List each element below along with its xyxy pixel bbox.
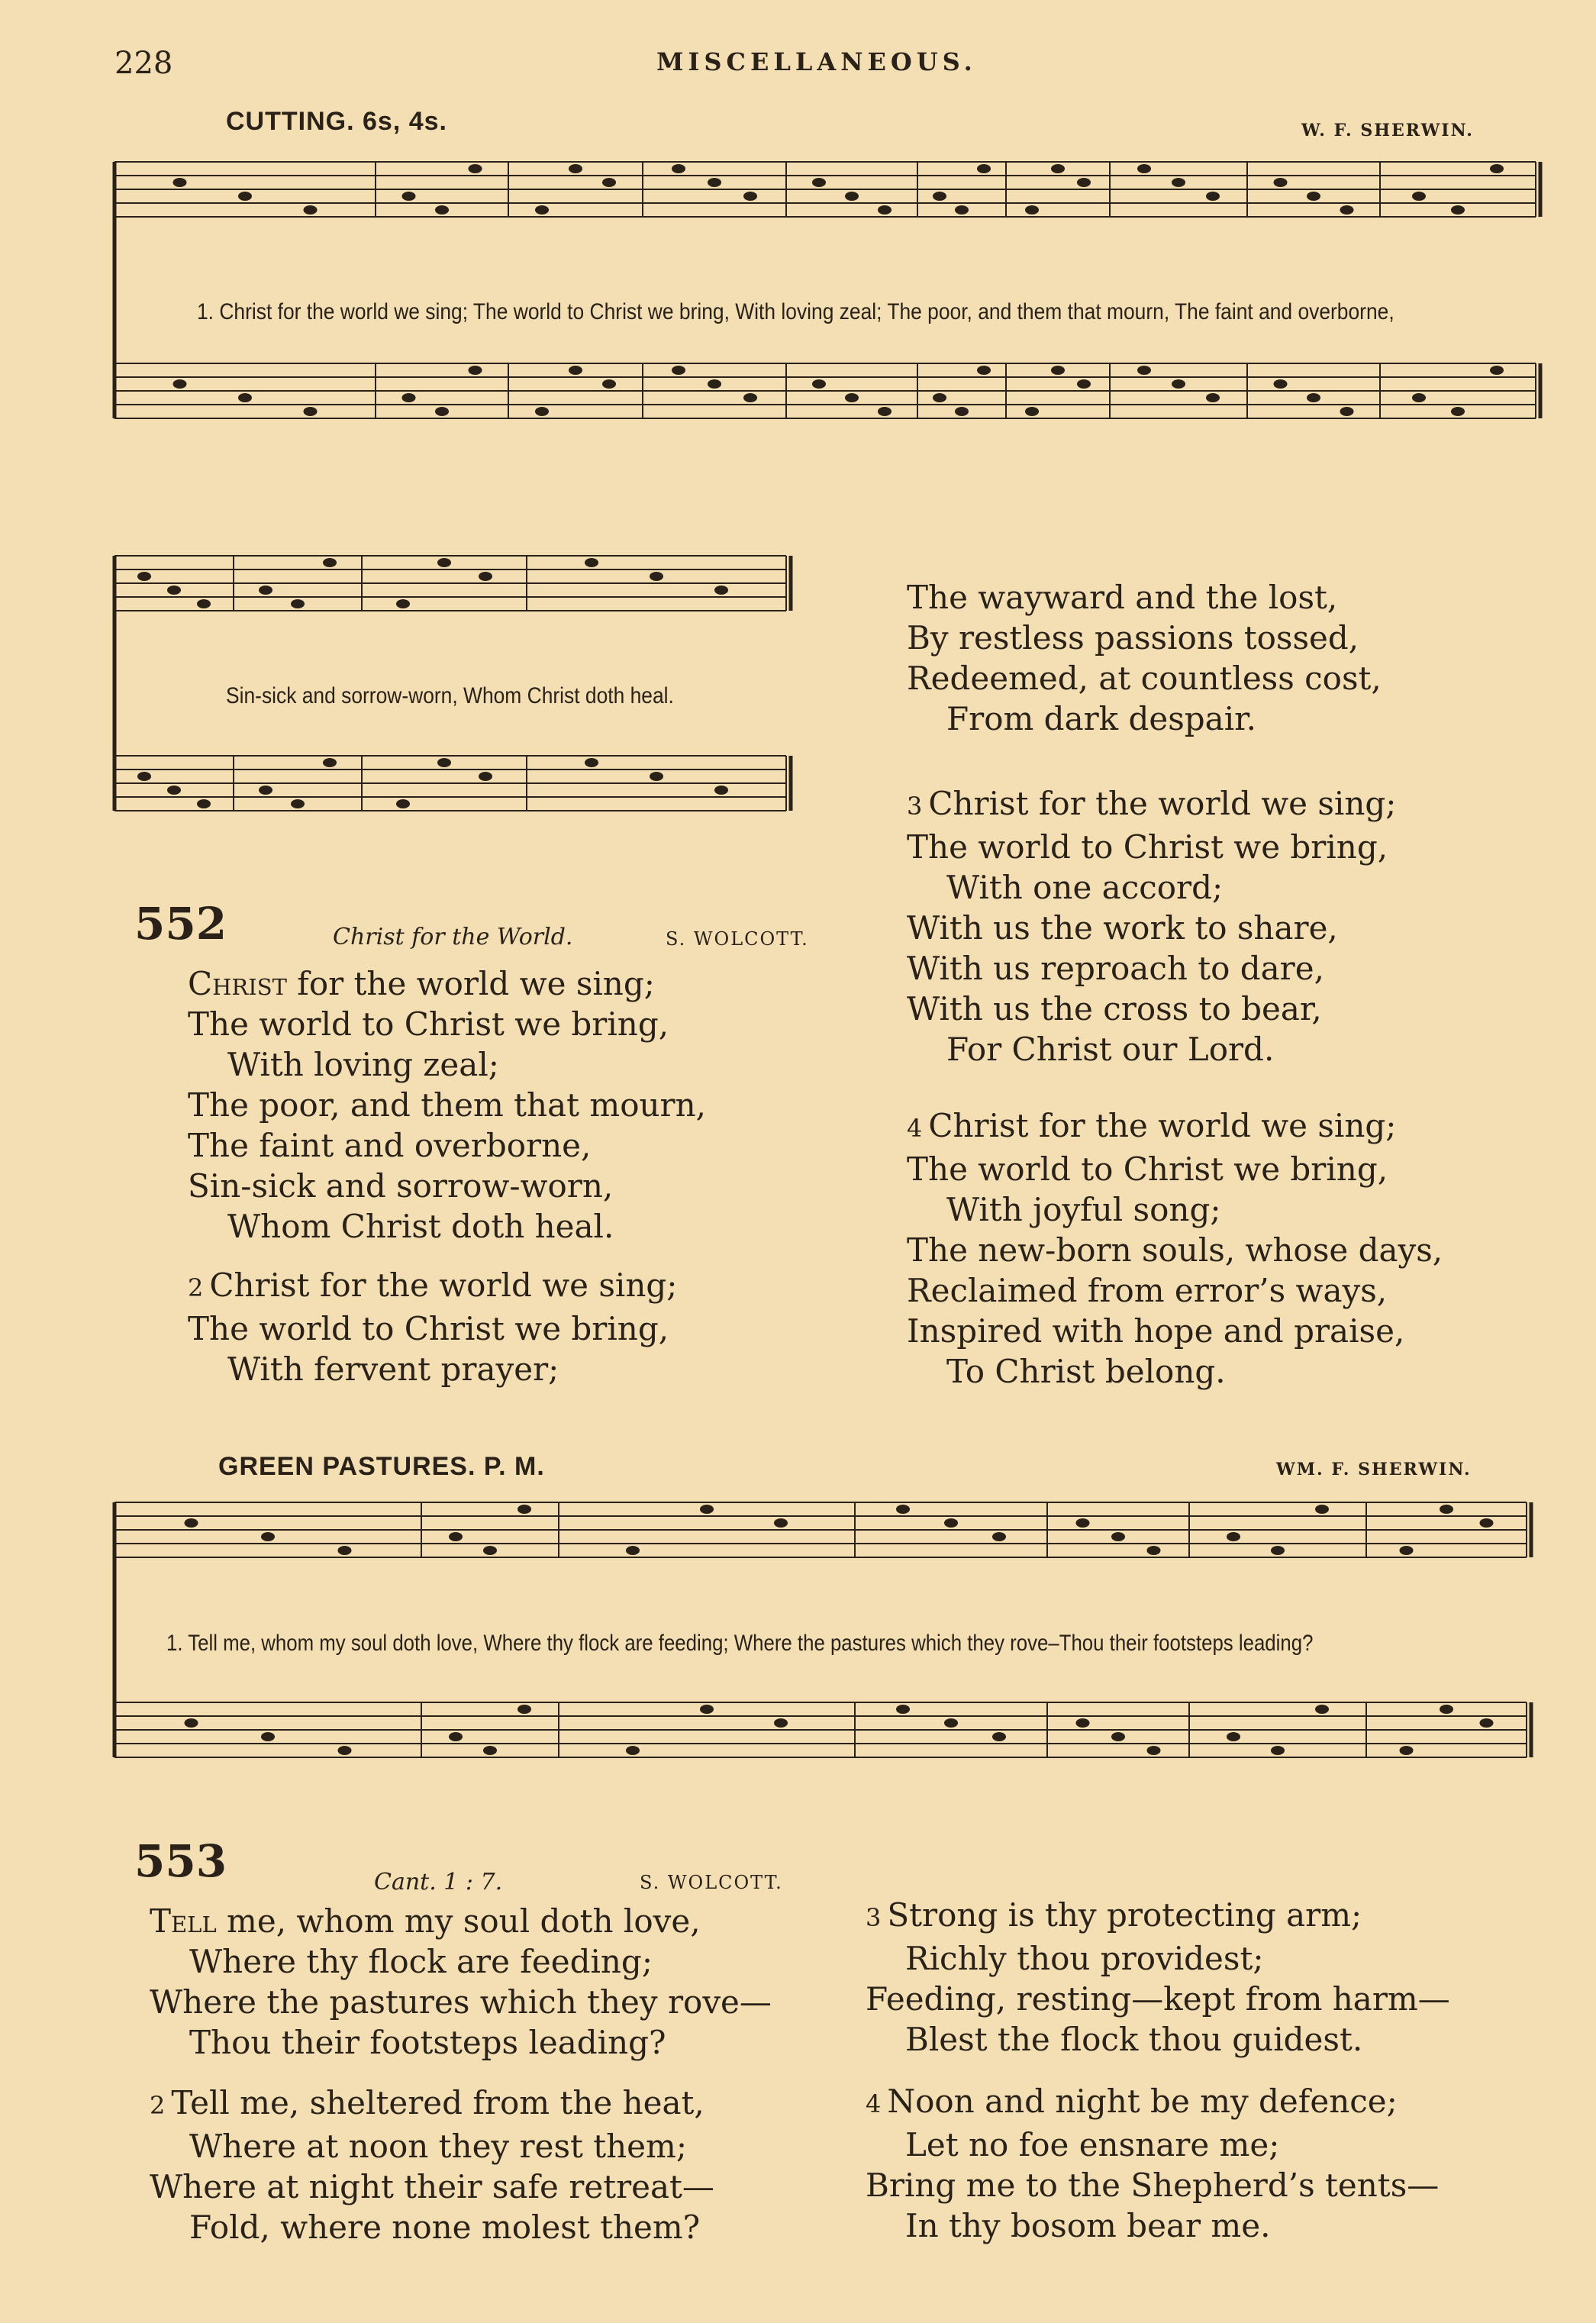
stanza-line: Feeding, resting—kept from harm— <box>866 1980 1450 2018</box>
note-head <box>437 558 451 567</box>
stanza-line <box>188 963 706 1004</box>
tune-composer: W. F. SHERWIN. <box>1301 121 1474 140</box>
note-head <box>1315 1505 1329 1514</box>
note-head <box>1451 205 1465 215</box>
tune-lyric-line: 1. Tell me, whom my soul doth love, Where thy flock are feeding; Where the pastures which they rove–Thou their footsteps leading? <box>166 1631 1314 1656</box>
note-head <box>435 205 449 215</box>
note-head <box>323 758 337 767</box>
stanza-line: With us reproach to dare, <box>907 950 1324 987</box>
stanza <box>188 963 706 1247</box>
stanza-line: 2 Tell me, sheltered from the heat, <box>150 2084 704 2121</box>
note-head <box>569 366 582 375</box>
note-head <box>535 205 549 215</box>
note-head <box>1307 393 1320 402</box>
note-head <box>483 1746 497 1755</box>
stanza-number: 3 <box>907 792 923 821</box>
note-head <box>449 1732 463 1741</box>
note-head <box>708 178 721 187</box>
tune-title: CUTTING. 6s, 4s. <box>226 107 447 136</box>
stanza-first-word: Christ <box>188 965 287 1002</box>
note-head <box>1076 1518 1090 1528</box>
note-head <box>1490 366 1504 375</box>
note-head <box>896 1705 910 1714</box>
hymn-number: 553 <box>134 1835 227 1887</box>
note-head <box>1440 1705 1453 1714</box>
note-head <box>626 1746 640 1755</box>
note-head <box>955 407 969 416</box>
note-head <box>396 799 410 808</box>
note-head <box>1172 379 1185 389</box>
note-head <box>1111 1532 1125 1541</box>
stanza-line: Whom Christ doth heal. <box>227 1208 614 1245</box>
note-head <box>955 205 969 215</box>
note-head <box>185 1518 198 1528</box>
note-head <box>483 1546 497 1555</box>
note-head <box>933 393 946 402</box>
stanza-line: The poor, and them that mourn, <box>188 1086 707 1124</box>
note-head <box>992 1532 1006 1541</box>
note-head <box>167 786 181 795</box>
stanza-line: Redeemed, at countless cost, <box>907 660 1382 697</box>
stanza-line: With us the work to share, <box>907 909 1338 947</box>
note-head <box>1077 379 1091 389</box>
note-head <box>672 164 685 173</box>
note-head <box>1274 379 1288 389</box>
note-head <box>977 366 991 375</box>
stanza <box>188 1265 677 1389</box>
note-head <box>173 379 187 389</box>
stanza-number: 3 <box>866 1903 882 1932</box>
stanza-line: The world to Christ we bring, <box>907 828 1388 866</box>
stanza-line-rest: for the world we sing; <box>286 965 655 1002</box>
note-head <box>878 407 892 416</box>
note-head <box>812 379 826 389</box>
stanza-first-word: Tell <box>150 1902 217 1940</box>
note-head <box>517 1705 531 1714</box>
note-head <box>1490 164 1504 173</box>
note-head <box>291 599 305 608</box>
hymn-title: Christ for the World. <box>333 924 573 950</box>
note-head <box>1206 192 1220 201</box>
stanza-line: Thou their footsteps leading? <box>189 2024 666 2061</box>
stanza-line: For Christ our Lord. <box>946 1031 1275 1068</box>
stanza-line: Inspired with hope and praise, <box>907 1312 1405 1350</box>
note-head <box>878 205 892 215</box>
note-head <box>845 192 859 201</box>
stanza-line: Where at night their safe retreat— <box>150 2168 714 2205</box>
hymn-number: 552 <box>134 898 227 950</box>
note-head <box>402 192 416 201</box>
tune-lyric-line: Sin-sick and sorrow-worn, Whom Christ doth heal. <box>226 683 674 708</box>
note-head <box>338 1746 352 1755</box>
note-head <box>992 1732 1006 1741</box>
note-head <box>944 1518 958 1528</box>
tune-lyric-line: 1. Christ for the world we sing; The world to Christ we bring, With loving zeal; The poor, and them that mourn, The faint and overborne, <box>197 299 1394 324</box>
note-head <box>304 205 318 215</box>
stanza-line: Tell me, whom my soul doth love, <box>150 1902 701 1940</box>
hymn-author: S. WOLCOTT. <box>640 1872 783 1893</box>
stanza-line: Sin-sick and sorrow-worn, <box>188 1167 614 1205</box>
running-header: MISCELLANEOUS. <box>656 47 977 76</box>
note-head <box>1172 178 1185 187</box>
note-head <box>323 558 337 567</box>
note-head <box>1076 1718 1090 1728</box>
stanza-number: 2 <box>150 2091 166 2120</box>
note-head <box>896 1505 910 1514</box>
note-head <box>261 1732 275 1741</box>
note-head <box>1025 205 1039 215</box>
note-head <box>479 572 492 581</box>
note-head <box>714 586 728 595</box>
stanza-line: Reclaimed from error’s ways, <box>907 1272 1388 1309</box>
note-head <box>1147 1546 1161 1555</box>
stanza-line: The world to Christ we bring, <box>907 1150 1388 1188</box>
note-head <box>743 393 757 402</box>
tune-title: GREEN PASTURES. P. M. <box>218 1452 545 1481</box>
stanza-line: With loving zeal; <box>227 1046 499 1083</box>
note-head <box>1400 1546 1414 1555</box>
note-head <box>1025 407 1039 416</box>
note-head <box>1412 192 1426 201</box>
note-head <box>1271 1546 1285 1555</box>
note-head <box>1480 1718 1494 1728</box>
note-head <box>517 1505 531 1514</box>
stanza-line: With fervent prayer; <box>227 1350 559 1388</box>
note-head <box>396 599 410 608</box>
note-head <box>977 164 991 173</box>
note-head <box>1137 366 1151 375</box>
stanza-line: 2 Christ for the world we sing; <box>188 1266 678 1304</box>
stanza-line: With us the cross to bear, <box>907 990 1322 1028</box>
note-head <box>437 758 451 767</box>
stanza-number: 4 <box>866 2089 882 2118</box>
tune-composer: WM. F. SHERWIN. <box>1276 1460 1472 1479</box>
note-head <box>304 407 318 416</box>
stanza-line: 4 Christ for the world we sing; <box>907 1107 1397 1144</box>
stanza <box>866 2081 1439 2246</box>
note-head <box>1451 407 1465 416</box>
stanza <box>907 577 1382 739</box>
note-head <box>812 178 826 187</box>
note-head <box>585 758 598 767</box>
stanza-line: Richly thou providest; <box>905 1940 1264 1977</box>
note-head <box>1051 366 1065 375</box>
note-head <box>449 1532 463 1541</box>
stanza-line: 3 Christ for the world we sing; <box>907 785 1397 822</box>
stanza-line: The world to Christ we bring, <box>188 1310 669 1347</box>
note-head <box>714 786 728 795</box>
note-head <box>602 379 616 389</box>
stanza-line: The wayward and the lost, <box>907 579 1338 616</box>
note-head <box>259 786 272 795</box>
note-head <box>1227 1732 1240 1741</box>
note-head <box>700 1505 714 1514</box>
note-head <box>845 393 859 402</box>
note-head <box>1051 164 1065 173</box>
note-head <box>1271 1746 1285 1755</box>
note-head <box>602 178 616 187</box>
stanza-line: With one accord; <box>946 869 1224 906</box>
note-head <box>933 192 946 201</box>
note-head <box>1412 393 1426 402</box>
stanza-number: 4 <box>907 1114 923 1143</box>
note-head <box>469 164 482 173</box>
stanza <box>907 1105 1443 1392</box>
stanza-line: The new-born souls, whose days, <box>907 1231 1443 1269</box>
stanza-line: With joyful song; <box>946 1191 1221 1228</box>
note-head <box>1440 1505 1453 1514</box>
stanza-line: 3 Strong is thy protecting arm; <box>866 1896 1362 1934</box>
stanza-line: Let no foe ensnare me; <box>905 2126 1280 2163</box>
note-head <box>1340 407 1354 416</box>
note-head <box>569 164 582 173</box>
note-head <box>535 407 549 416</box>
page-number: 228 <box>114 46 173 81</box>
note-head <box>479 772 492 781</box>
note-head <box>708 379 721 389</box>
note-head <box>185 1718 198 1728</box>
stanza-line: Where the pastures which they rove— <box>150 1983 772 2021</box>
note-head <box>238 192 252 201</box>
stanza <box>866 1895 1450 2060</box>
note-head <box>1206 393 1220 402</box>
note-head <box>197 599 211 608</box>
hymn-title: Cant. 1 : 7. <box>374 1869 503 1896</box>
note-head <box>1315 1705 1329 1714</box>
stanza <box>150 2083 714 2247</box>
stanza-line: Where thy flock are feeding; <box>189 1943 653 1980</box>
note-head <box>1400 1746 1414 1755</box>
note-head <box>1340 205 1354 215</box>
note-head <box>238 393 252 402</box>
stanza-line: The world to Christ we bring, <box>188 1005 669 1043</box>
note-head <box>167 586 181 595</box>
stanza <box>907 783 1396 1070</box>
note-head <box>197 799 211 808</box>
note-head <box>173 178 187 187</box>
note-head <box>672 366 685 375</box>
note-head <box>1077 178 1091 187</box>
note-head <box>1227 1532 1240 1541</box>
stanza-line: Bring me to the Shepherd’s tents— <box>866 2167 1440 2204</box>
note-head <box>700 1705 714 1714</box>
note-head <box>944 1718 958 1728</box>
note-head <box>774 1518 788 1528</box>
note-head <box>261 1532 275 1541</box>
note-head <box>650 772 663 781</box>
stanza-line: To Christ belong. <box>946 1353 1226 1390</box>
note-head <box>338 1546 352 1555</box>
note-head <box>774 1718 788 1728</box>
note-head <box>1147 1746 1161 1755</box>
stanza-line: By restless passions tossed, <box>907 619 1359 657</box>
note-head <box>435 407 449 416</box>
note-head <box>1480 1518 1494 1528</box>
note-head <box>1137 164 1151 173</box>
note-head <box>626 1546 640 1555</box>
note-head <box>291 799 305 808</box>
stanza-line: The faint and overborne, <box>188 1127 592 1164</box>
note-head <box>402 393 416 402</box>
note-head <box>469 366 482 375</box>
note-head <box>1274 178 1288 187</box>
stanza-number: 2 <box>188 1273 204 1302</box>
stanza-line: 4 Noon and night be my defence; <box>866 2083 1398 2120</box>
stanza-line: Blest the flock thou guidest. <box>905 2021 1363 2058</box>
stanza-line: From dark despair. <box>946 700 1256 737</box>
note-head <box>1111 1732 1125 1741</box>
stanza-line: Fold, where none molest them? <box>189 2208 701 2246</box>
note-head <box>137 772 151 781</box>
note-head <box>585 558 598 567</box>
stanza-line: Where at noon they rest them; <box>189 2128 687 2165</box>
stanza <box>150 1901 772 2063</box>
stanza-line: In thy bosom bear me. <box>905 2207 1271 2244</box>
note-head <box>650 572 663 581</box>
note-head <box>137 572 151 581</box>
note-head <box>259 586 272 595</box>
hymn-author: S. WOLCOTT. <box>666 928 809 950</box>
note-head <box>743 192 757 201</box>
note-head <box>1307 192 1320 201</box>
